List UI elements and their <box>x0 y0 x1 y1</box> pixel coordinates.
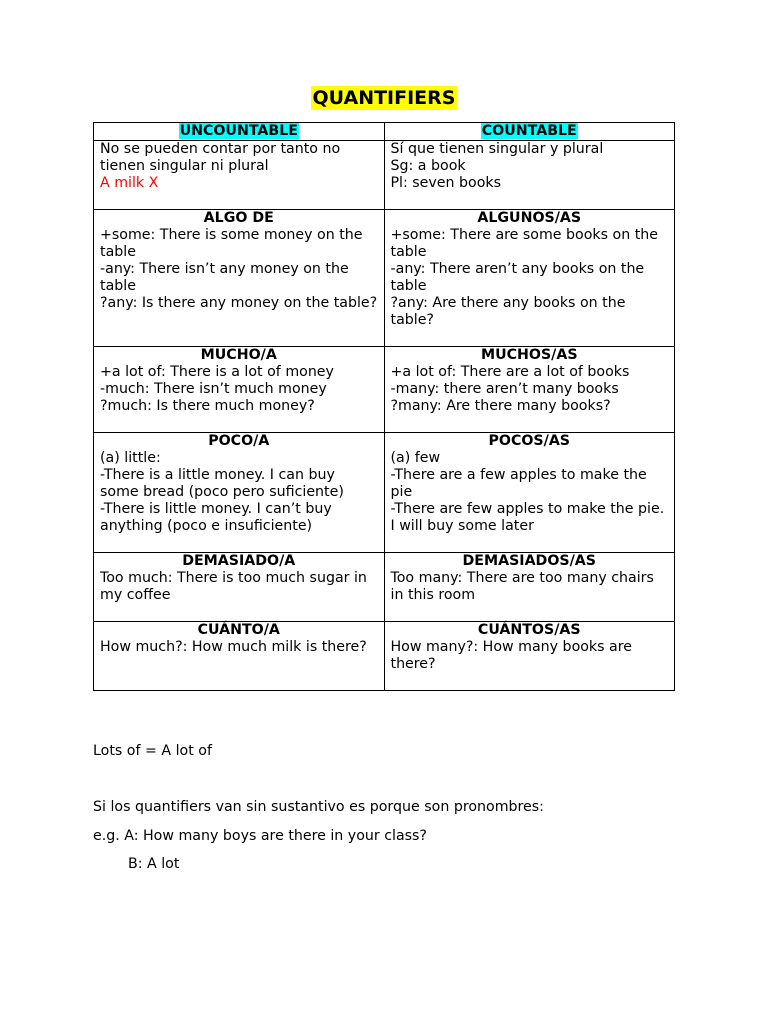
table-row-mucho <box>94 347 675 433</box>
cell-line: -much: There isn’t much money <box>100 381 327 397</box>
cell-heading: POCOS/AS <box>488 433 571 449</box>
cell-line: +a lot of: There are a lot of books <box>390 364 630 380</box>
demasiados-cell <box>384 553 675 622</box>
cell-line: Too much: There is too much sugar in my coffee <box>100 570 367 603</box>
pocos-cell <box>384 433 675 553</box>
header-uncountable <box>94 123 385 141</box>
note-pronouns: Si los quantifiers van sin sustantivo es porque son pronombres: <box>93 799 544 815</box>
cell-heading: DEMASIADO/A <box>182 553 296 569</box>
cell-heading: ALGUNOS/AS <box>477 210 582 226</box>
algo-de-cell <box>94 210 385 347</box>
note-lots-of: Lots of = A lot of <box>93 743 212 759</box>
table-row-demasiado <box>94 553 675 622</box>
intro-countable-text: Sí que tienen singular y plural <box>390 141 604 157</box>
header-uncountable-label: UNCOUNTABLE <box>179 123 298 139</box>
cuanto-cell <box>94 622 385 691</box>
cell-heading: CUÁNTOS/AS <box>477 622 581 638</box>
header-countable <box>384 123 675 141</box>
cell-heading: CUÁNTO/A <box>197 622 280 638</box>
cuantos-cell <box>384 622 675 691</box>
cell-line: (a) little: <box>100 450 161 466</box>
cell-line: ?any: Are there any books on the table? <box>390 295 626 328</box>
table-row-poco <box>94 433 675 553</box>
cell-heading: POCO/A <box>208 433 270 449</box>
intro-uncountable-cell <box>94 141 385 210</box>
note-example-answer: B: A lot <box>128 856 180 872</box>
intro-countable-singular: Sg: a book <box>390 158 466 174</box>
cell-line: -any: There isn’t any money on the table <box>100 261 349 294</box>
note-example-question: e.g. A: How many boys are there in your class? <box>93 828 427 844</box>
cell-line: +a lot of: There is a lot of money <box>100 364 334 380</box>
cell-line: Too many: There are too many chairs in this room <box>390 570 654 603</box>
cell-heading: DEMASIADOS/AS <box>462 553 596 569</box>
cell-line: +some: There are some books on the table <box>390 227 658 260</box>
muchos-cell <box>384 347 675 433</box>
cell-line: -any: There aren’t any books on the table <box>390 261 645 294</box>
mucho-cell <box>94 347 385 433</box>
intro-countable-cell <box>384 141 675 210</box>
cell-line: ?any: Is there any money on the table? <box>100 295 378 311</box>
cell-line: -There are a few apples to make the pie <box>390 467 647 500</box>
intro-uncountable-error-example: A milk X <box>100 175 159 191</box>
cell-line: -There is a little money. I can buy some bread (poco pero suficiente) <box>100 467 344 500</box>
header-countable-label: COUNTABLE <box>481 123 577 139</box>
cell-line: (a) few <box>390 450 441 466</box>
intro-uncountable-text: No se pueden contar por tanto no tienen singular ni plural <box>100 141 341 174</box>
quantifiers-table <box>93 122 675 691</box>
table-row-algo-de <box>94 210 675 347</box>
cell-line: ?much: Is there much money? <box>100 398 315 414</box>
table-row-cuanto <box>94 622 675 691</box>
cell-line: -There are few apples to make the pie. I will buy some later <box>390 501 665 534</box>
table-header-row <box>94 123 675 141</box>
cell-line: -many: there aren’t many books <box>390 381 619 397</box>
title-wrapper <box>0 86 768 110</box>
cell-line: +some: There is some money on the table <box>100 227 363 260</box>
cell-line: How many?: How many books are there? <box>390 639 632 672</box>
table-row-intro <box>94 141 675 210</box>
cell-line: -There is little money. I can’t buy anything (poco e insuficiente) <box>100 501 332 534</box>
cell-line: How much?: How much milk is there? <box>100 639 367 655</box>
poco-cell <box>94 433 385 553</box>
demasiado-cell <box>94 553 385 622</box>
cell-heading: MUCHO/A <box>200 347 277 363</box>
page-title: QUANTIFIERS <box>312 87 456 109</box>
cell-heading: MUCHOS/AS <box>480 347 578 363</box>
algunos-cell <box>384 210 675 347</box>
cell-heading: ALGO DE <box>203 210 274 226</box>
cell-line: ?many: Are there many books? <box>390 398 611 414</box>
intro-countable-plural: Pl: seven books <box>390 175 502 191</box>
